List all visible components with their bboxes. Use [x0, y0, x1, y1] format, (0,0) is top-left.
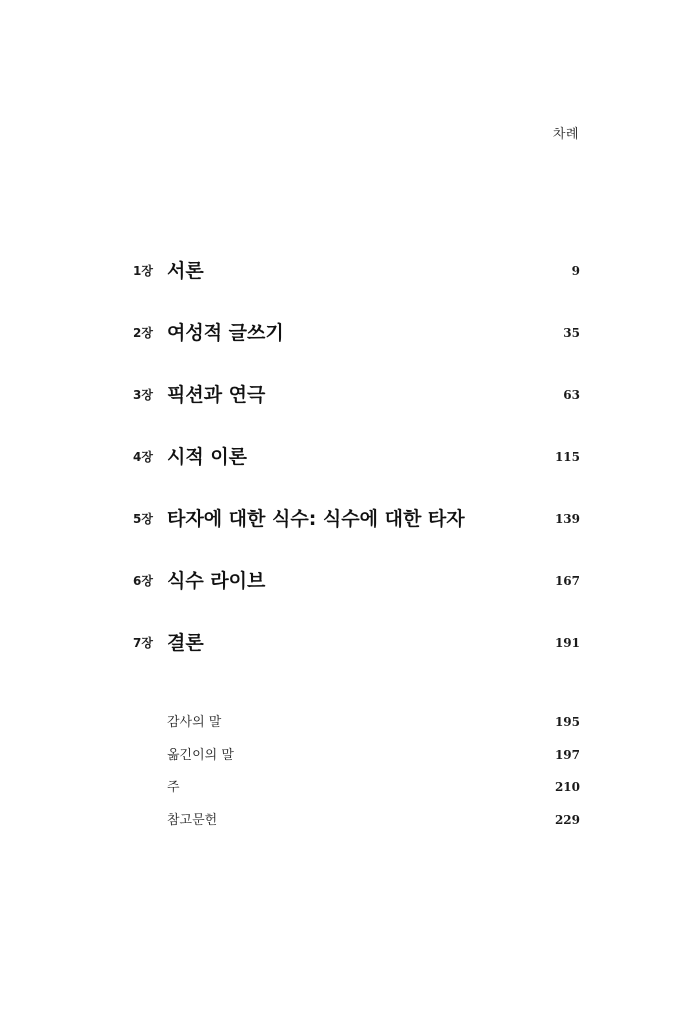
- chapter-page-number: 139: [554, 512, 580, 526]
- back-matter-page-number: 210: [554, 780, 580, 794]
- chapter-page-number: 167: [554, 574, 580, 588]
- chapter-number: 2장: [133, 326, 153, 340]
- chapter-title: 서론: [167, 260, 204, 282]
- chapter-page-number: 115: [554, 450, 580, 464]
- chapter-number: 6장: [133, 574, 153, 588]
- back-matter-title: 참고문헌: [167, 812, 218, 828]
- chapter-title: 식수 라이브: [167, 570, 266, 592]
- back-matter-entry: [167, 776, 580, 809]
- back-matter-entry: [167, 711, 580, 744]
- chapter-number: 4장: [133, 450, 153, 464]
- back-matter-title: 주: [167, 780, 180, 795]
- back-matter-page-number: 197: [554, 747, 580, 762]
- chapter-entry: [133, 504, 580, 566]
- chapter-entry: [133, 318, 580, 380]
- chapter-entry: [133, 256, 580, 318]
- back-matter-page-number: 229: [554, 812, 580, 827]
- chapter-number: 7장: [133, 636, 153, 650]
- back-matter-entry: [167, 809, 580, 842]
- back-matter-title: 감사의 말: [167, 715, 222, 730]
- chapter-entry: [133, 442, 580, 504]
- back-matter-title: 옮긴이의 말: [167, 747, 234, 763]
- chapter-page-number: 35: [563, 326, 580, 340]
- chapter-entry: [133, 566, 580, 628]
- back-matter-page-number: 195: [554, 715, 580, 729]
- chapter-page-number: 63: [563, 388, 580, 402]
- chapter-page-number: 9: [571, 264, 580, 278]
- chapter-number: 1장: [133, 264, 153, 278]
- back-matter-entry: [167, 744, 580, 777]
- chapter-title: 픽션과 연극: [167, 384, 266, 406]
- chapter-title: 여성적 글쓰기: [167, 322, 284, 344]
- chapter-number: 3장: [133, 388, 153, 402]
- chapter-page-number: 191: [554, 636, 580, 650]
- chapter-entry: [133, 380, 580, 442]
- chapter-list: [133, 256, 580, 690]
- page-title: 차례: [552, 127, 579, 142]
- chapter-title: 시적 이론: [167, 446, 248, 468]
- chapter-entry: [133, 628, 580, 690]
- chapter-title: 타자에 대한 식수: 식수에 대한 타자: [167, 508, 465, 530]
- back-matter-list: [167, 711, 580, 841]
- chapter-number: 5장: [133, 512, 153, 526]
- chapter-title: 결론: [167, 632, 204, 654]
